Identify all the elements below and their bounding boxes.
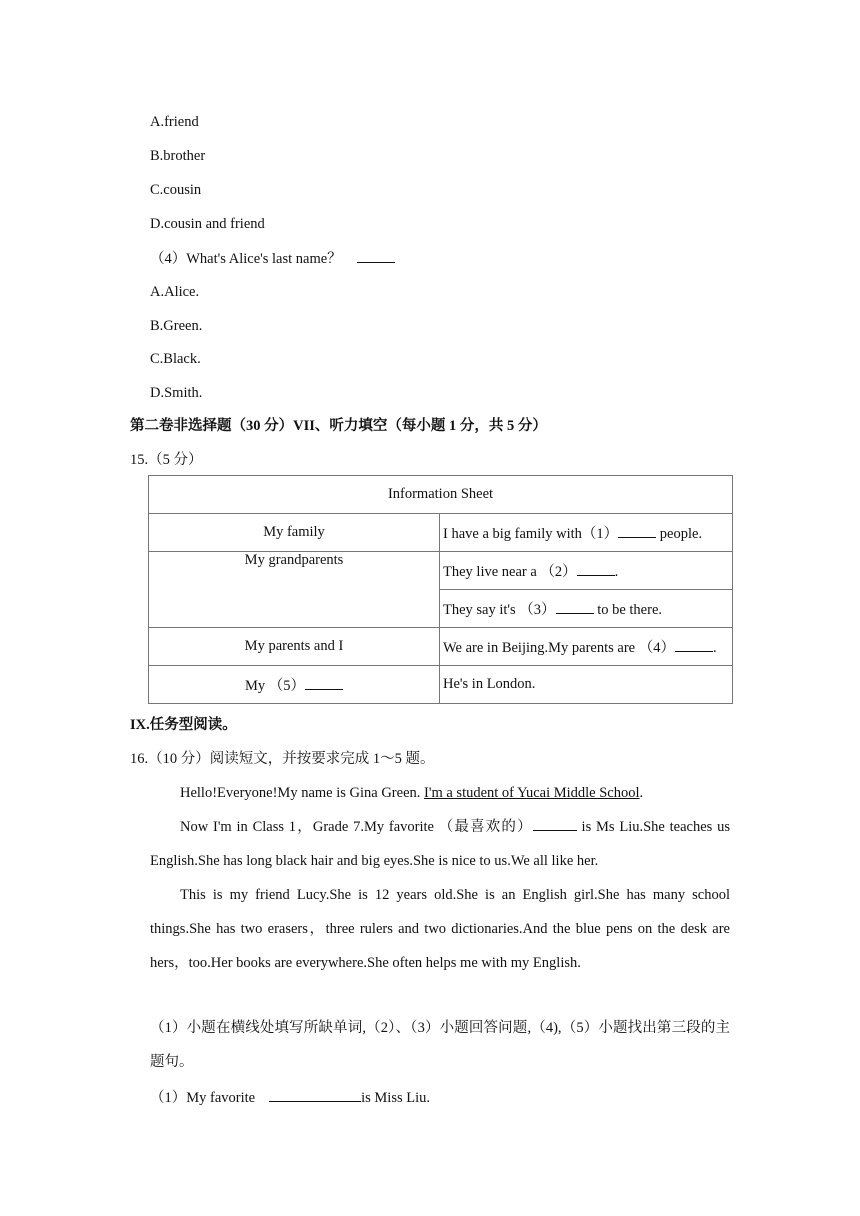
passage-text: Now I'm in Class 1，Grade 7.My favorite （最喜欢的） [180, 819, 533, 835]
question-16-intro: 16.（10 分）阅读短文，并按要求完成 1～5 题。 [130, 751, 435, 767]
table-cell [440, 590, 733, 628]
option-d: D.Smith. [150, 385, 203, 401]
table-row [149, 666, 733, 704]
cell-text: They live near a （2） [443, 564, 577, 580]
answer-blank[interactable] [269, 1087, 361, 1102]
option-d: D.cousin and friend [150, 216, 265, 232]
table-cell: My grandparents [149, 552, 440, 628]
question-text: is Miss Liu. [361, 1090, 430, 1106]
answer-blank[interactable] [556, 599, 594, 614]
option-b: B.brother [150, 148, 206, 164]
passage-text: is Ms Liu.She teaches us English.She has long black hair and big eyes.She is nice to us.We all like her. [150, 819, 730, 869]
table-cell [440, 628, 733, 666]
option-c: C.cousin [150, 182, 202, 198]
cell-text: . [712, 640, 717, 656]
table-row [149, 476, 733, 514]
cell-text: . [614, 564, 619, 580]
answer-blank[interactable] [675, 637, 713, 652]
section-ix-heading: IX.任务型阅读。 [130, 717, 237, 733]
option-a: A.Alice. [150, 284, 200, 300]
table-cell [149, 666, 440, 704]
passage-paragraph-1 [150, 776, 730, 810]
table-cell: My family [149, 514, 440, 552]
option-c: C.Black. [150, 351, 201, 367]
passage-text: . [639, 785, 644, 801]
answer-blank[interactable] [357, 248, 395, 263]
table-title: Information Sheet [149, 476, 733, 514]
question-4 [150, 248, 395, 269]
table-row [149, 552, 733, 590]
table-row [149, 628, 733, 666]
cell-text: My （5） [244, 678, 306, 694]
answer-blank[interactable] [577, 561, 615, 576]
cell-text: We are in Beijing.My parents are （4） [443, 640, 675, 656]
answer-blank[interactable] [618, 523, 656, 538]
cell-text: They say it's （3） [443, 602, 556, 618]
reading-passage [150, 776, 730, 980]
option-a: A.friend [150, 114, 199, 130]
information-sheet-table [148, 475, 733, 704]
task-instructions [150, 1011, 730, 1079]
cell-text: to be there. [593, 602, 663, 618]
table-cell [440, 552, 733, 590]
section-heading: 第二卷非选择题（30 分）VII、听力填空（每小题 1 分，共 5 分） [130, 418, 547, 434]
table-cell: My parents and I [149, 628, 440, 666]
option-b: B.Green. [150, 318, 203, 334]
question-15-label: 15.（5 分） [130, 452, 203, 468]
underlined-sentence: I'm a student of Yucai Middle School [424, 785, 640, 801]
answer-blank[interactable] [533, 816, 577, 831]
question-16-1 [150, 1087, 430, 1108]
passage-paragraph-3: This is my friend Lucy.She is 12 years old.She is an English girl.She has many school things.She has two erasers，three rulers and two dictionaries.And the blue pens on the desk are hers，too.Her books are everywhere.She often helps me with my English. [150, 887, 730, 971]
passage-text: Hello!Everyone!My name is Gina Green. [180, 785, 425, 801]
instructions-text: （1）小题在横线处填写所缺单词,（2）、（3）小题回答问题,（4),（5）小题找出第三段的主题句。 [150, 1020, 730, 1070]
answer-blank[interactable] [305, 675, 343, 690]
cell-text: I have a big family with（1） [443, 526, 619, 542]
question-text: （1）My favorite [150, 1090, 256, 1106]
question-4-text: （4）What's Alice's last name？ [150, 251, 342, 267]
passage-paragraph-2 [150, 810, 730, 878]
table-row [149, 514, 733, 552]
cell-text: people. [656, 526, 703, 542]
table-cell [440, 514, 733, 552]
table-cell: He's in London. [440, 666, 733, 704]
